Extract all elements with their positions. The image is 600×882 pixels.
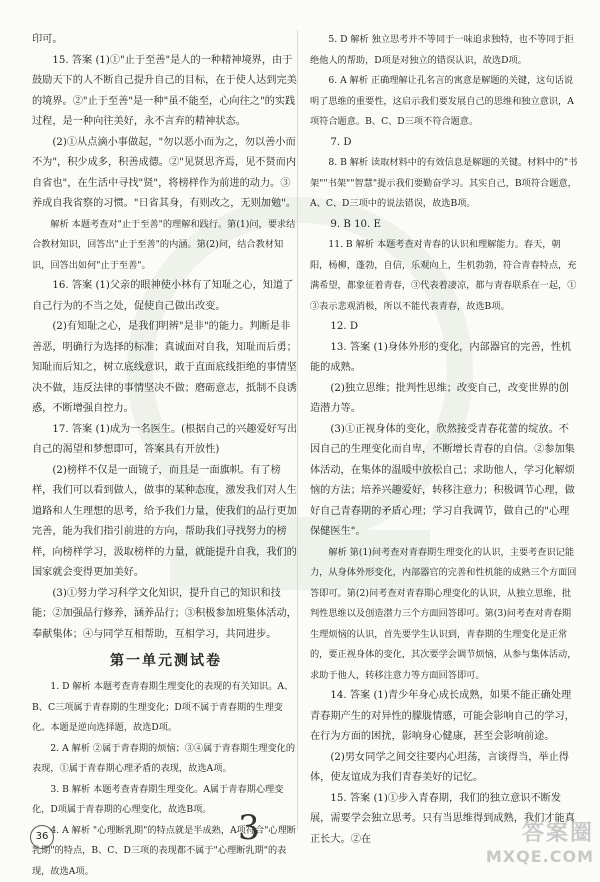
analysis-13: 解析 第(1)问考查对青春期生理变化的认识，主要考查识记能力，从身体外形变化，内部器官的完善和性机能的成熟三个方面回答即可。第(2)问考查对青春期心理变化的认识，从独立思维，批判性思维以及创造潜力三个方面回答即可。第(3)问考查对青春期生理烦恼的认识，首先要学生认识到，青春期的生理变化是正常的，要正视身体的变化，其次要学会调节烦恼，从参与集体活动，求助于他人，转移注意力等方面回答即可。 [310, 543, 578, 687]
page-number: 36 [30, 825, 54, 849]
test-answer-15: 15. 答案 (1)①步入青春期，我们的独立意识不断发展，需要学会独立思考。只有当思维得到成熟，我们才能真正长大。②在 [310, 789, 578, 851]
handwritten-mark: 3 [238, 808, 260, 848]
test-answer-5: 5. D 解析 独立思考并不等同于一味追求独特，也不等同于拒绝他人的帮助，D项是对独立的错误认识，故选D项。 [310, 30, 578, 71]
test-answer-6: 6. A 解析 正确理解让孔名言的寓意是解题的关键，这句话说明了思维的重要性，这启示我们要发展自己的思维和独立意识，A项符合题意。B、C、D三项不符合题意。 [310, 71, 578, 133]
answer-16: 16. 答案 (1)父亲的眼神使小林有了知耻之心，知道了自己行为的不当之处，促使自己做出改变。 [32, 276, 300, 317]
left-column [32, 30, 300, 882]
answer-15: 15. 答案 (1)①"止于至善"是人的一种精神境界，由于鼓励天下的人不断自己提升自己的目标，在于使人达到完美的境界。②"止于至善"是一种"虽不能至，心向往之"的实践过程，是一种向往美好，永不言弃的精神状态。 [32, 51, 300, 133]
right-column [310, 30, 578, 850]
analysis-15: 解析 本题考查对"止于至善"的理解和践行。第(1)问，要求结合教材知识，回答出"止于至善"的内涵。第(2)问，结合教材知识，回答出如何"止于至善"。 [32, 215, 300, 277]
test-answer-9-10: 9. B 10. E [310, 215, 578, 236]
answer-17-part2: (2)榜样不仅是一面镜子，而且是一面旗帜。有了榜样，我们可以看到做人，做事的某种态度，激发我们对人生道路和人生理想的思考，给予我们力量，使我们的品行更加完善，能为我们指引前进的方向，帮助我们寻找努力的榜样，向榜样学习，汲取榜样的力量，就能提升自我，我们的国家就会变得更加美好。 [32, 461, 300, 584]
test-answer-14-part2: (2)男女同学之间交往要内心坦荡，言谈得当，举止得体，使友谊成为我们青春美好的记忆。 [310, 748, 578, 789]
test-answer-11: 11. B 解析 本题考查对青春的认识和理解能力。春天，朝阳，杨柳，蓬勃，自信，乐观向上，生机勃勃，符合青春特点，充满希望，都象征着青春，③代表着凄凉，都与青春联系在一起，①③表示悲观消极，所以不能代表青春，故选B项。 [310, 235, 578, 317]
test-answer-13: 13. 答案 (1)身体外形的变化，内部器官的完善，性机能的成熟。 [310, 338, 578, 379]
test-answer-3: 3. B 解析 本题考查青春期生理变化。A属于青春期心理变化，D项属于青春期的心理变化，故选B项。 [32, 780, 300, 821]
test-answer-8: 8. B 解析 读取材料中的有效信息是解题的关键。材料中的"书架""书架""智慧"提示我们要勤奋学习。其实自己，B项符合题意，A、C、D三项中的说法错误，故选B项。 [310, 153, 578, 215]
answer-16-part2: (2)有知耻之心，是我们明辨"是非"的能力。判断是非善恶，明确行为选择的标准；真诚面对自我，知耻而后勇；知耻而后知之，树立底线意识，敢于直面底线拒绝的事情坚决不做，违反法律的事情坚决不做；磨砺意志，抵制不良诱惑，不断增强自控力。 [32, 317, 300, 420]
test-answer-13-part3: (3)①正视身体的变化，欣然接受青春花蕾的绽放。不因自己的生理变化而自卑，不断增长青春的自信。②参加集体活动，在集体的温暖中放松自己；求助他人，学习化解烦恼的方法；培养兴趣爱好，转移注意力；积极调节心理，做好自己青春期的矛盾心理；学习自我调节，做自己的"心理保健医生"。 [310, 420, 578, 543]
section-title: 第一单元测试卷 [32, 651, 300, 671]
test-answer-1: 1. D 解析 本题考查青春期生理变化的表现的有关知识。A、B、C三项属于青春期的生理变化；D项不属于青春期的生理变化。本题是逆向选择题，故选D项。 [32, 677, 300, 739]
test-answer-14: 14. 答案 (1)青少年身心成长成熟，如果不能正确处理青春期产生的对异性的朦胧情感，可能会影响自己的学习，在行为方面的困扰，影响身心健康，甚至会影响前途。 [310, 686, 578, 748]
answer-17-part3: (3)①努力学习科学文化知识，提升自己的知识和技能；②加强品行修养，涵养品行；③积极参加班集体活动，奉献集体；④与同学互相帮助，互相学习，共同进步。 [32, 584, 300, 646]
answer-text: 印可。 [32, 30, 300, 51]
test-answer-4: 4. A 解析 "心理断乳期"的特点就是半成熟，A项符合"心理断乳期"的特点，B、C、D三项的表现都不属于"心理断乳期"的表现，故选A项。 [32, 821, 300, 882]
test-answer-2: 2. A 解析 ②属于青春期的烦恼；③④属于青春期生理变化的表现，①属于青春期心理矛盾的表现，故选A项。 [32, 739, 300, 780]
site-watermark-logo [486, 816, 594, 866]
answer-17: 17. 答案 (1)成为一名医生。(根据自己的兴趣爱好写出自己的渴望和梦想即可，答案具有开放性) [32, 420, 300, 461]
test-answer-13-part2: (2)独立思维；批判性思维；改变自己，改变世界的创造潜力等。 [310, 379, 578, 420]
watermark-brand: 答案圈 [486, 816, 594, 847]
answer-15-part2: (2)①从点滴小事做起，"勿以恶小而为之，勿以善小而不为"，积少成多，积善成德。②"见贤思齐焉，见不贤而内自省也"，在生活中寻找"贤"，将榜样作为前进的动力。③养成自我省察的习惯。"日省其身，有则改之，无则加勉"。 [32, 133, 300, 215]
test-answer-12: 12. D [310, 317, 578, 338]
watermark-url: MXQE.COM [486, 847, 594, 866]
test-answer-7: 7. D [310, 133, 578, 154]
